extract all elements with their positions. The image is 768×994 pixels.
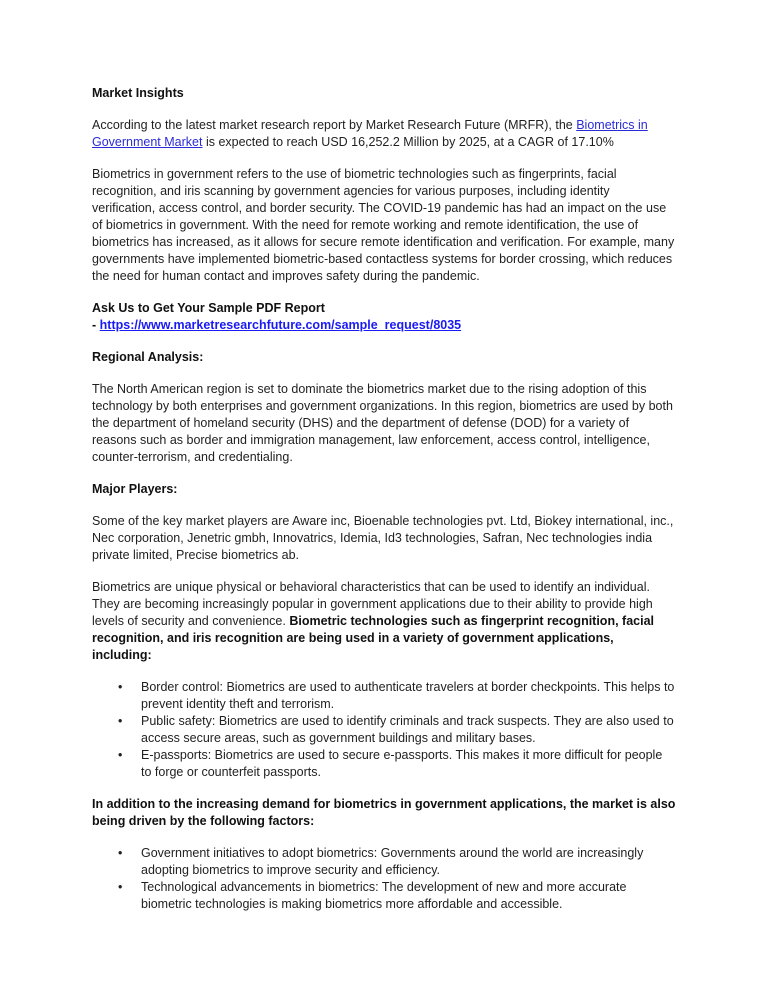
sample-request-block [92,300,676,334]
players-text: Some of the key market players are Aware inc, Bioenable technologies pvt. Ltd, Biokey international, inc., Nec corporation, Jenetric gmbh, Innovatrics, Idemia, Id3 technologies, Safran, Nec technologies india private limited, Precise biometrics ab. [92,514,674,562]
heading-regional-analysis: Regional Analysis: [92,350,204,364]
list-item: • Government initiatives to adopt biometrics: Governments around the world are increasingly adopting biometrics to improve security and efficiency. [92,845,676,879]
players-paragraph [92,513,676,564]
intro-text-pre: According to the latest market research report by Market Research Future (MRFR), the [92,118,577,132]
overview-paragraph [92,166,676,285]
sample-request-heading: Ask Us to Get Your Sample PDF Report [92,301,325,315]
heading-major-players: Major Players: [92,482,178,496]
list-item: • Border control: Biometrics are used to authenticate travelers at border checkpoints. This helps to prevent identity theft and terrorism. [92,679,676,713]
biometrics-description-paragraph [92,579,676,664]
biometrics-description-bold: Biometric technologies such as fingerprint recognition, facial recognition, and iris recognition are being used in a variety of government applications, including: [92,614,654,662]
overview-text: Biometrics in government refers to the use of biometric technologies such as fingerprints, facial recognition, and iris scanning by government agencies for various purposes, including identity verification, access control, and border security. The COVID-19 pandemic has had an impact on the use of biometrics in government. With the need for remote working and remote identification, the use of biometrics has increased, as it allows for secure remote identification and verification. For example, many governments have implemented biometric-based contactless systems for border crossing, which reduces the need for human contact and improves safety during the pandemic. [92,167,675,283]
list-item: • Public safety: Biometrics are used to identify criminals and track suspects. They are also used to access secure areas, such as government buildings and military bases. [92,713,676,747]
sample-request-link[interactable]: https://www.marketresearchfuture.com/sample_request/8035 [99,318,462,332]
applications-bullet-list [92,679,676,781]
biometrics-description-normal: Biometrics are unique physical or behavioral characteristics that can be used to identify an individual. They are becoming increasingly popular in government applications due to their ability to provide high levels of security and convenience. [92,580,653,628]
intro-text-post: is expected to reach USD 16,252.2 Million by 2025, at a CAGR of 17.10% [202,135,614,149]
list-item: • Technological advancements in biometrics: The development of new and more accurate biometric technologies is making biometrics more affordable and accessible. [92,879,676,913]
regional-text: The North American region is set to dominate the biometrics market due to the rising adoption of this technology by both enterprises and government organizations. In this region, biometrics are used by both the department of homeland security (DHS) and the department of defense (DOD) for a variety of reasons such as border and immigration management, law enforcement, access control, intelligence, counter-terrorism, and credentialing. [92,382,673,464]
sample-request-line [92,317,676,334]
regional-paragraph [92,381,676,466]
factors-bullet-list [92,845,676,913]
biometrics-in-government-market-link[interactable]: Biometrics in Government Market [92,118,648,149]
sample-request-dash: - [92,318,100,332]
heading-market-insights: Market Insights [92,86,184,100]
intro-paragraph [92,117,676,151]
list-item: • E-passports: Biometrics are used to secure e-passports. This makes it more difficult for people to forge or counterfeit passports. [92,747,676,781]
factors-heading-paragraph: In addition to the increasing demand for biometrics in government applications, the market is also being driven by the following factors: [92,797,676,828]
